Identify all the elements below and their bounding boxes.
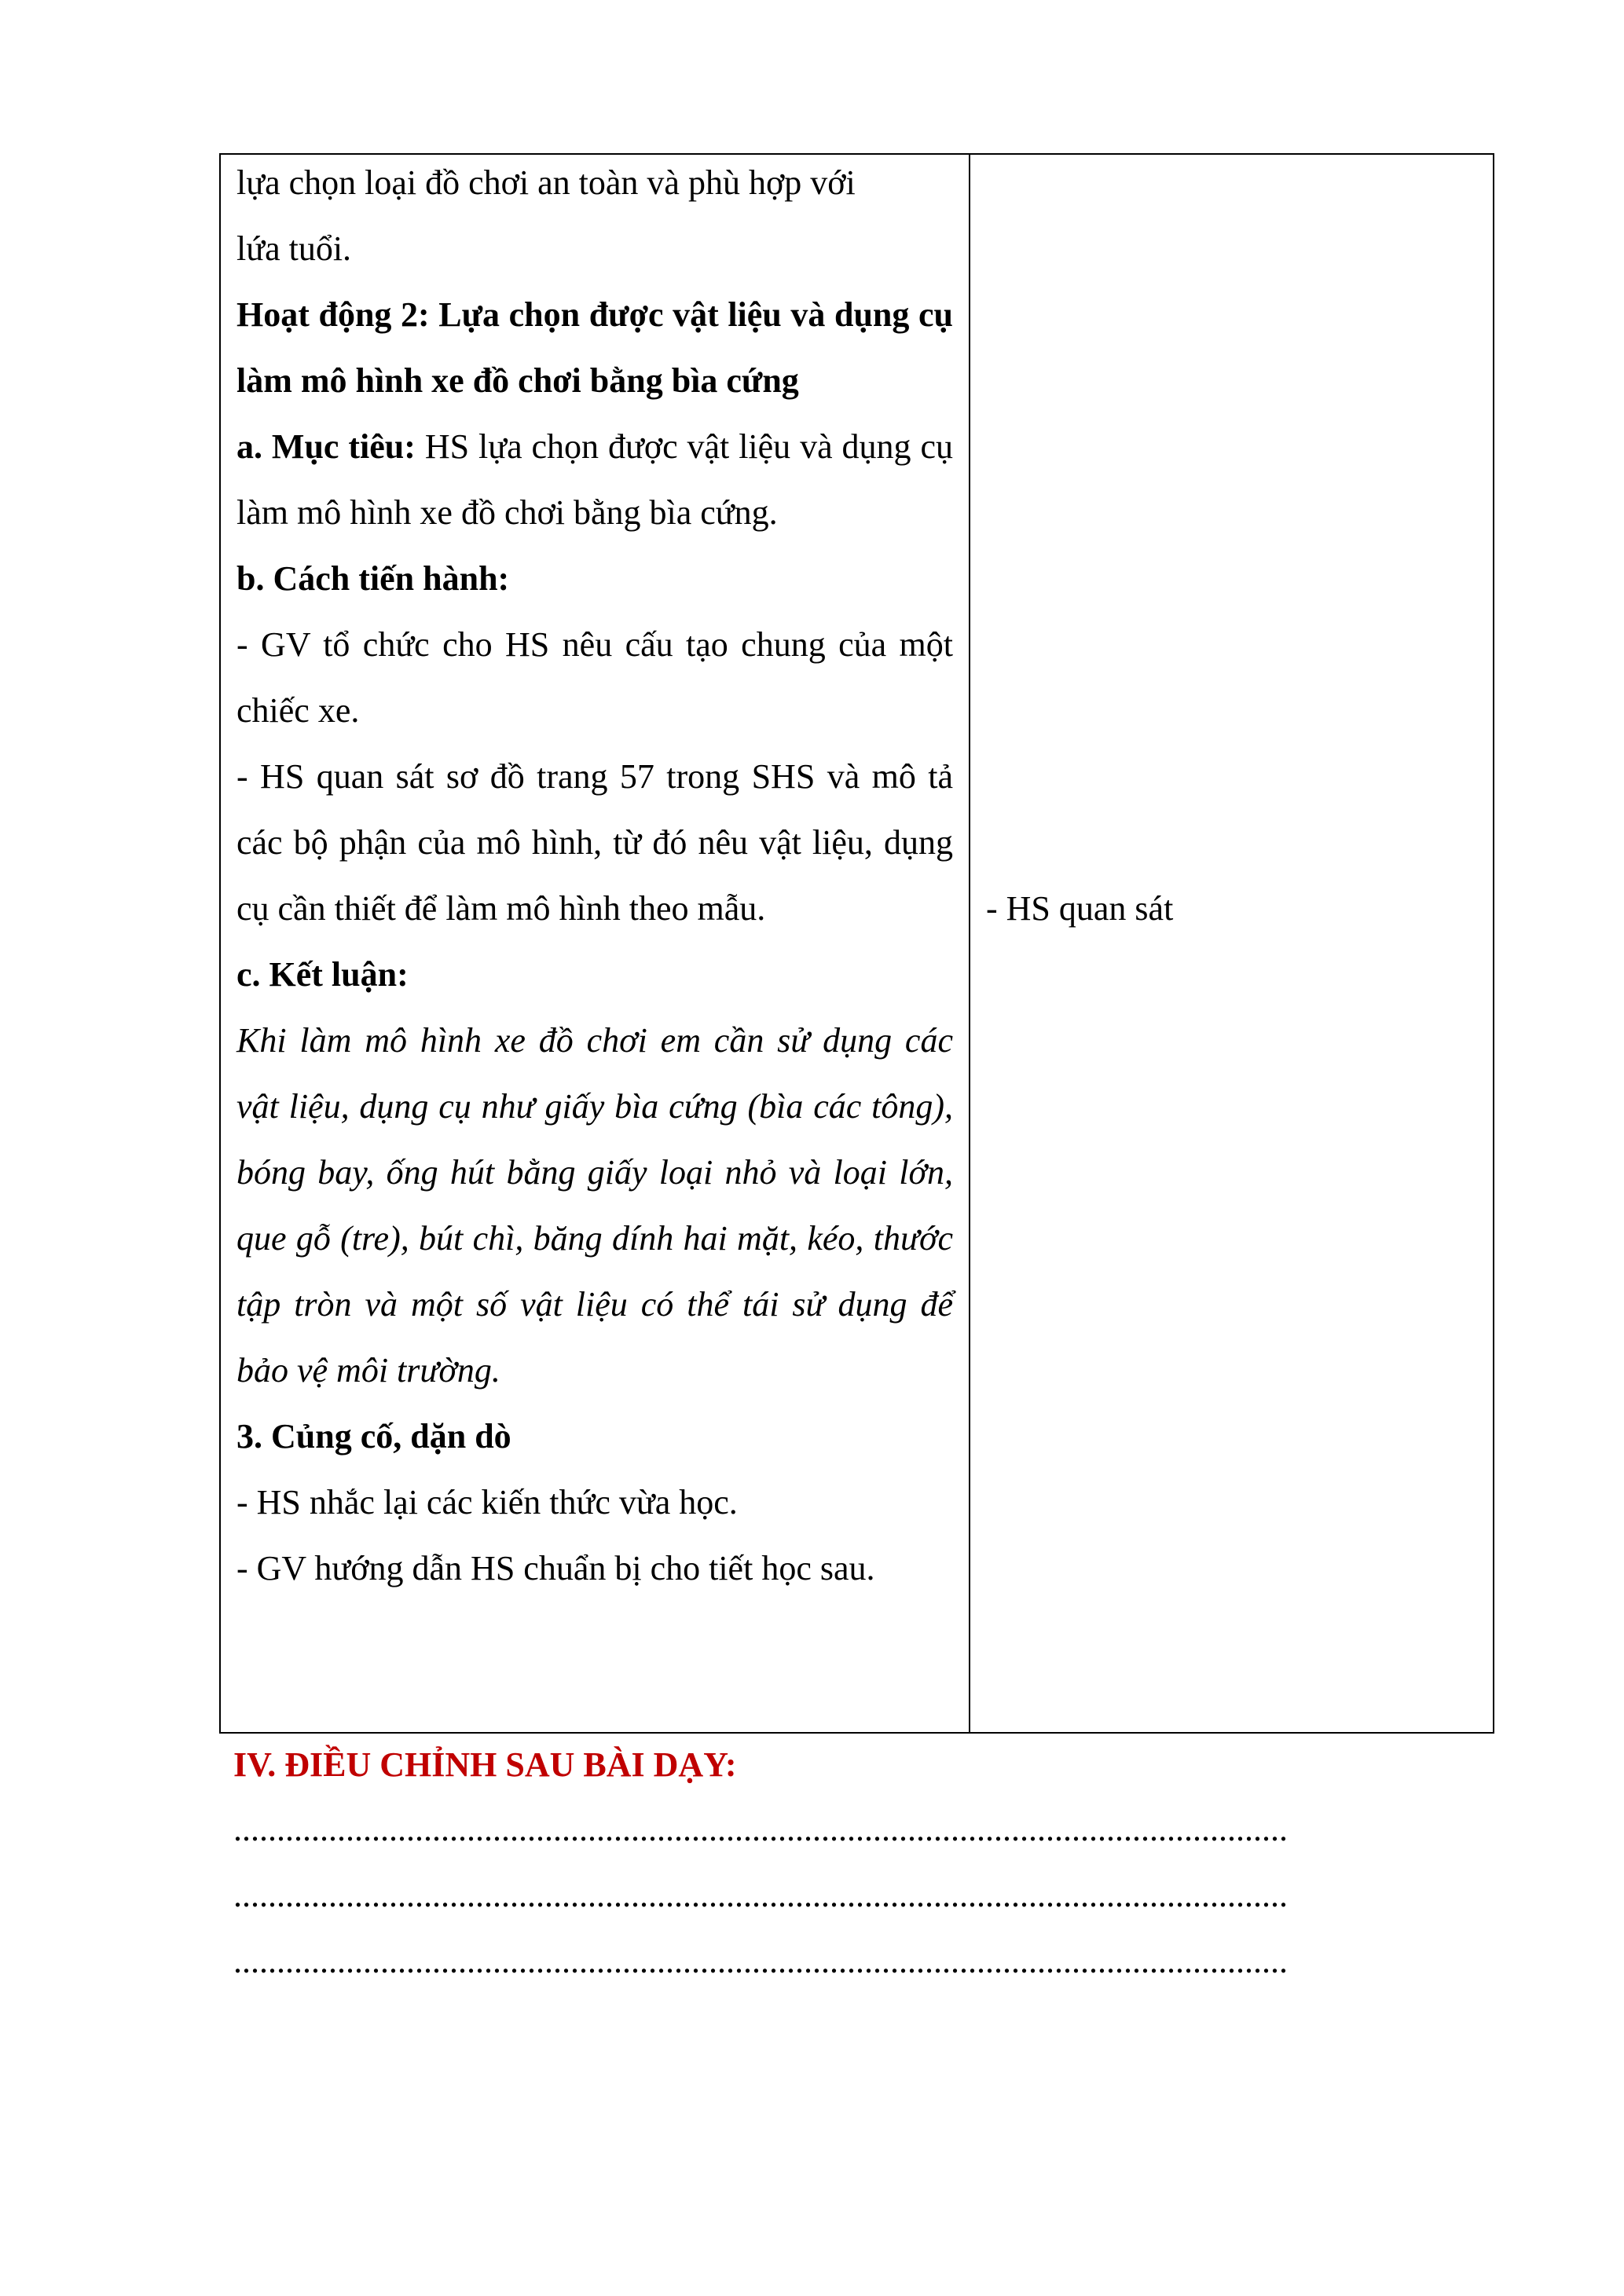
- objective-paragraph: [236, 414, 953, 546]
- table-row: [220, 154, 1494, 1733]
- section-3-item-1: - HS nhắc lại các kiến thức vừa học.: [236, 1483, 738, 1522]
- dotted-line-1: ..........................................................................................................................: [233, 1810, 1288, 1848]
- objective-label: a. Mục tiêu:: [236, 427, 416, 466]
- dotted-line-2: ..........................................................................................................................: [233, 1876, 1288, 1914]
- procedure-step-1: - GV tổ chức cho HS nêu cấu tạo chung của một chiếc xe.: [236, 625, 953, 730]
- activity-2-title: Hoạt động 2: Lựa chọn được vật liệu và dụng cụ làm mô hình xe đồ chơi bằng bìa cứng: [236, 295, 953, 400]
- student-activity-content: [970, 155, 1493, 942]
- conclusion-text: Khi làm mô hình xe đồ chơi em cần sử dụng các vật liệu, dụng cụ như giấy bìa cứng (bìa các tông), bóng bay, ống hút bằng giấy loại nhỏ và loại lớn, que gỗ (tre), bút chì, băng dính hai mặt, kéo, thước tập tròn và một số vật liệu có thể tái sử dụng để bảo vệ môi trường.: [236, 1021, 953, 1390]
- student-activity-cell: [970, 154, 1494, 1733]
- student-observe-text: - HS quan sát: [986, 889, 1174, 928]
- dotted-line-3: ..........................................................................................................................: [233, 1942, 1288, 1980]
- objective-text: HS lựa chọn được vật liệu và dụng cụ làm mô hình xe đồ chơi bằng bìa cứng.: [236, 427, 954, 532]
- conclusion-label: c. Kết luận:: [236, 955, 409, 994]
- lesson-plan-table: [219, 153, 1494, 1734]
- adjustment-heading: IV. ĐIỀU CHỈNH SAU BÀI DẠY:: [233, 1745, 737, 1784]
- teacher-activity-cell: [220, 154, 970, 1733]
- continued-text-line: lựa chọn loại đồ chơi an toàn và phù hợp với: [236, 163, 856, 202]
- section-3-item-2: - GV hướng dẫn HS chuẩn bị cho tiết học sau.: [236, 1549, 875, 1587]
- procedure-step-2: - HS quan sát sơ đồ trang 57 trong SHS và mô tả các bộ phận của mô hình, từ đó nêu vật liệu, dụng cụ cần thiết để làm mô hình theo mẫu.: [236, 757, 953, 928]
- procedure-label: b. Cách tiến hành:: [236, 559, 510, 598]
- continued-text-line-2: lứa tuổi.: [236, 229, 352, 268]
- section-3-title: 3. Củng cố, dặn dò: [236, 1417, 511, 1456]
- teacher-activity-content: [221, 150, 969, 1602]
